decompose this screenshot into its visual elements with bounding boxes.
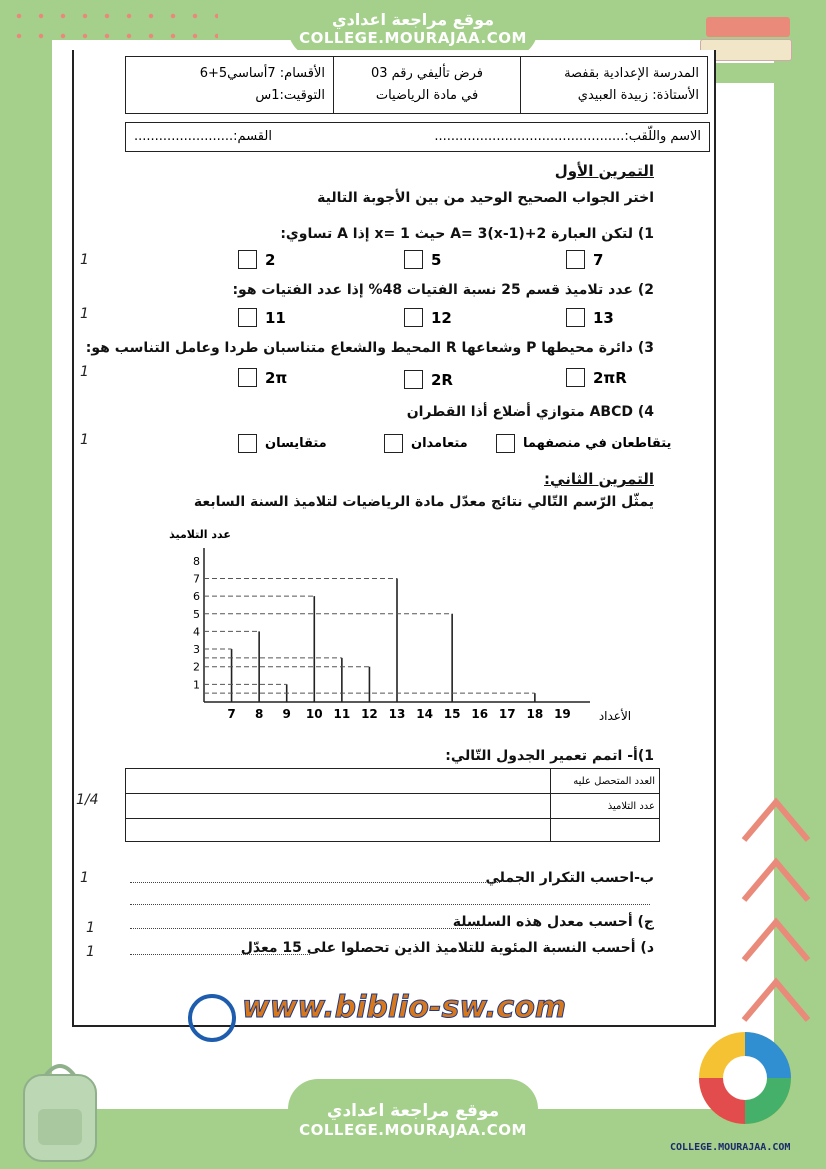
checkbox[interactable] bbox=[238, 368, 257, 387]
test-title: فرض تأليفي رقم 03 bbox=[370, 66, 484, 81]
table-mark: 1/4 bbox=[76, 792, 99, 808]
exercise2-instruction: يمثّل الرّسم التّالي نتائج معدّل مادة الرياضيات لتلاميذ السنة السابعة bbox=[193, 494, 654, 510]
answer-line[interactable] bbox=[130, 882, 500, 883]
question-c-mark: 1 bbox=[86, 920, 95, 936]
name-row bbox=[125, 122, 710, 152]
x-tick-label: 7 bbox=[227, 707, 236, 721]
subjects-wheel-icon bbox=[697, 1030, 793, 1126]
x-tick-label: 8 bbox=[254, 707, 264, 721]
option-4c[interactable]: متقايسان bbox=[238, 434, 327, 453]
y-tick-label: 4 bbox=[193, 625, 200, 639]
option-4a[interactable]: يتقاطعان في منصفهما bbox=[496, 434, 671, 453]
question-1-text: 1) لتكن العبارة A= 3(x-1)+2 حيث x= 1 إذا A تساوي: bbox=[280, 226, 654, 242]
frequency-table bbox=[125, 768, 660, 842]
chevron-up-icon bbox=[736, 790, 816, 1030]
table-cell[interactable] bbox=[126, 794, 551, 819]
option-2a[interactable]: 11 bbox=[238, 308, 286, 327]
exercise1-instruction: اختر الجواب الصحيح الوحيد من بين الأجوبة التالية bbox=[317, 190, 654, 206]
checkbox[interactable] bbox=[566, 250, 585, 269]
option-4b[interactable]: متعامدان bbox=[384, 434, 468, 453]
question-4-mark: 1 bbox=[80, 432, 89, 448]
checkbox[interactable] bbox=[404, 370, 423, 389]
checkbox[interactable] bbox=[566, 308, 585, 327]
table-cell[interactable] bbox=[551, 819, 660, 842]
question-2-text: 2) عدد تلاميذ قسم 25 نسبة الفتيات 48% إذا عدد الفتيات هو: bbox=[232, 282, 654, 298]
question-2-mark: 1 bbox=[80, 306, 89, 322]
checkbox[interactable] bbox=[566, 368, 585, 387]
checkbox[interactable] bbox=[404, 308, 423, 327]
classes: الأقسام: 7أساسي5+6 bbox=[199, 66, 325, 81]
question-3-mark: 1 bbox=[80, 364, 89, 380]
checkbox[interactable] bbox=[238, 250, 257, 269]
answer-line[interactable] bbox=[130, 954, 310, 955]
question-1-mark: 1 bbox=[80, 252, 89, 268]
x-tick-label: 12 bbox=[361, 707, 378, 721]
answer-line[interactable] bbox=[130, 904, 650, 905]
y-tick-label: 8 bbox=[193, 554, 200, 568]
y-axis-label: عدد التلاميذ bbox=[169, 528, 231, 541]
option-3c[interactable]: 2πR bbox=[566, 368, 627, 387]
class-label: القسم:........................ bbox=[134, 129, 272, 144]
exercise1-title: التمرين الأول bbox=[554, 162, 654, 180]
y-tick-label: 2 bbox=[193, 660, 200, 674]
decorative-dots bbox=[8, 6, 218, 51]
option-1b[interactable]: 5 bbox=[404, 250, 441, 269]
x-tick-label: 19 bbox=[554, 707, 571, 721]
question-b: ب-احسب التكرار الجملي bbox=[485, 870, 654, 886]
checkbox[interactable] bbox=[404, 250, 423, 269]
table-cell[interactable] bbox=[126, 819, 551, 842]
y-tick-label: 6 bbox=[193, 590, 200, 604]
option-1a[interactable]: 2 bbox=[238, 250, 275, 269]
x-tick-label: 13 bbox=[388, 707, 406, 721]
option-3a[interactable]: 2π bbox=[238, 368, 287, 387]
question-c: ج) أحسب معدل هذه السلسلة bbox=[452, 914, 654, 930]
checkbox[interactable] bbox=[384, 434, 403, 453]
checkbox[interactable] bbox=[238, 434, 257, 453]
x-tick-label: 9 bbox=[282, 707, 291, 721]
site-url: COLLEGE.MOURAJAA.COM bbox=[299, 29, 527, 47]
logo-caption: COLLEGE.MOURAJAA.COM bbox=[670, 1142, 791, 1153]
checkbox[interactable] bbox=[496, 434, 515, 453]
option-3b[interactable]: 2R bbox=[404, 370, 453, 389]
school-name: المدرسة الإعدادية بقفصة bbox=[564, 66, 699, 81]
site-name: موقع مراجعة اعدادي bbox=[331, 10, 495, 29]
watermark-url: www.biblio-sw.com bbox=[242, 990, 567, 1025]
answer-line[interactable] bbox=[130, 928, 480, 929]
option-1c[interactable]: 7 bbox=[566, 250, 603, 269]
site-name: موقع مراجعة اعدادي bbox=[326, 1101, 500, 1121]
question-d-mark: 1 bbox=[86, 944, 95, 960]
exercise2-title: التمرين الثاني: bbox=[544, 470, 654, 488]
frame-left-border bbox=[0, 0, 52, 1169]
y-tick-label: 7 bbox=[193, 572, 200, 586]
table-row-label-count: عدد التلاميذ bbox=[551, 794, 660, 819]
timing: التوقيت:1س bbox=[255, 88, 325, 103]
globe-icon bbox=[188, 994, 236, 1042]
question-b-mark: 1 bbox=[80, 870, 89, 886]
y-tick-label: 1 bbox=[193, 678, 200, 692]
subject: في مادة الرياضيات bbox=[375, 88, 479, 103]
x-tick-label: 16 bbox=[471, 707, 489, 721]
bar-chart bbox=[160, 520, 630, 730]
x-tick-label: 11 bbox=[333, 707, 351, 721]
checkbox[interactable] bbox=[238, 308, 257, 327]
x-tick-label: 15 bbox=[443, 707, 461, 721]
name-label: الاسم واللّقب:.............................................. bbox=[434, 129, 701, 144]
question-d: د) أحسب النسبة المئوية للتلاميذ الذين تحصلوا على 15 معدّل bbox=[240, 940, 654, 956]
exam-header bbox=[125, 56, 708, 114]
table-row-label-grade: العدد المتحصل عليه bbox=[551, 769, 660, 794]
x-axis-label: الأعداد bbox=[598, 709, 632, 723]
table-cell[interactable] bbox=[126, 769, 551, 794]
option-2c[interactable]: 13 bbox=[566, 308, 614, 327]
backpack-icon bbox=[10, 1055, 110, 1165]
y-tick-label: 3 bbox=[193, 643, 200, 657]
site-url: COLLEGE.MOURAJAA.COM bbox=[299, 1121, 527, 1139]
x-tick-label: 14 bbox=[416, 707, 433, 721]
x-tick-label: 18 bbox=[526, 707, 544, 721]
y-tick-label: 5 bbox=[193, 607, 200, 621]
x-tick-label: 10 bbox=[305, 707, 323, 721]
question-table-prompt: 1)أ- اتمم تعمير الجدول التّالي: bbox=[445, 748, 654, 764]
question-4-text: 4) ABCD متوازي أضلاع أذا القطران bbox=[406, 404, 654, 420]
x-tick-label: 17 bbox=[498, 707, 516, 721]
bottom-site-banner[interactable] bbox=[288, 1079, 538, 1169]
question-3-text: 3) دائرة محيطها P وشعاعها R المحيط والشعاع متناسبان طردا وعامل التناسب هو: bbox=[85, 340, 654, 356]
teacher-name: الأستاذة: زبيدة العبيدي bbox=[577, 88, 699, 103]
option-2b[interactable]: 12 bbox=[404, 308, 452, 327]
